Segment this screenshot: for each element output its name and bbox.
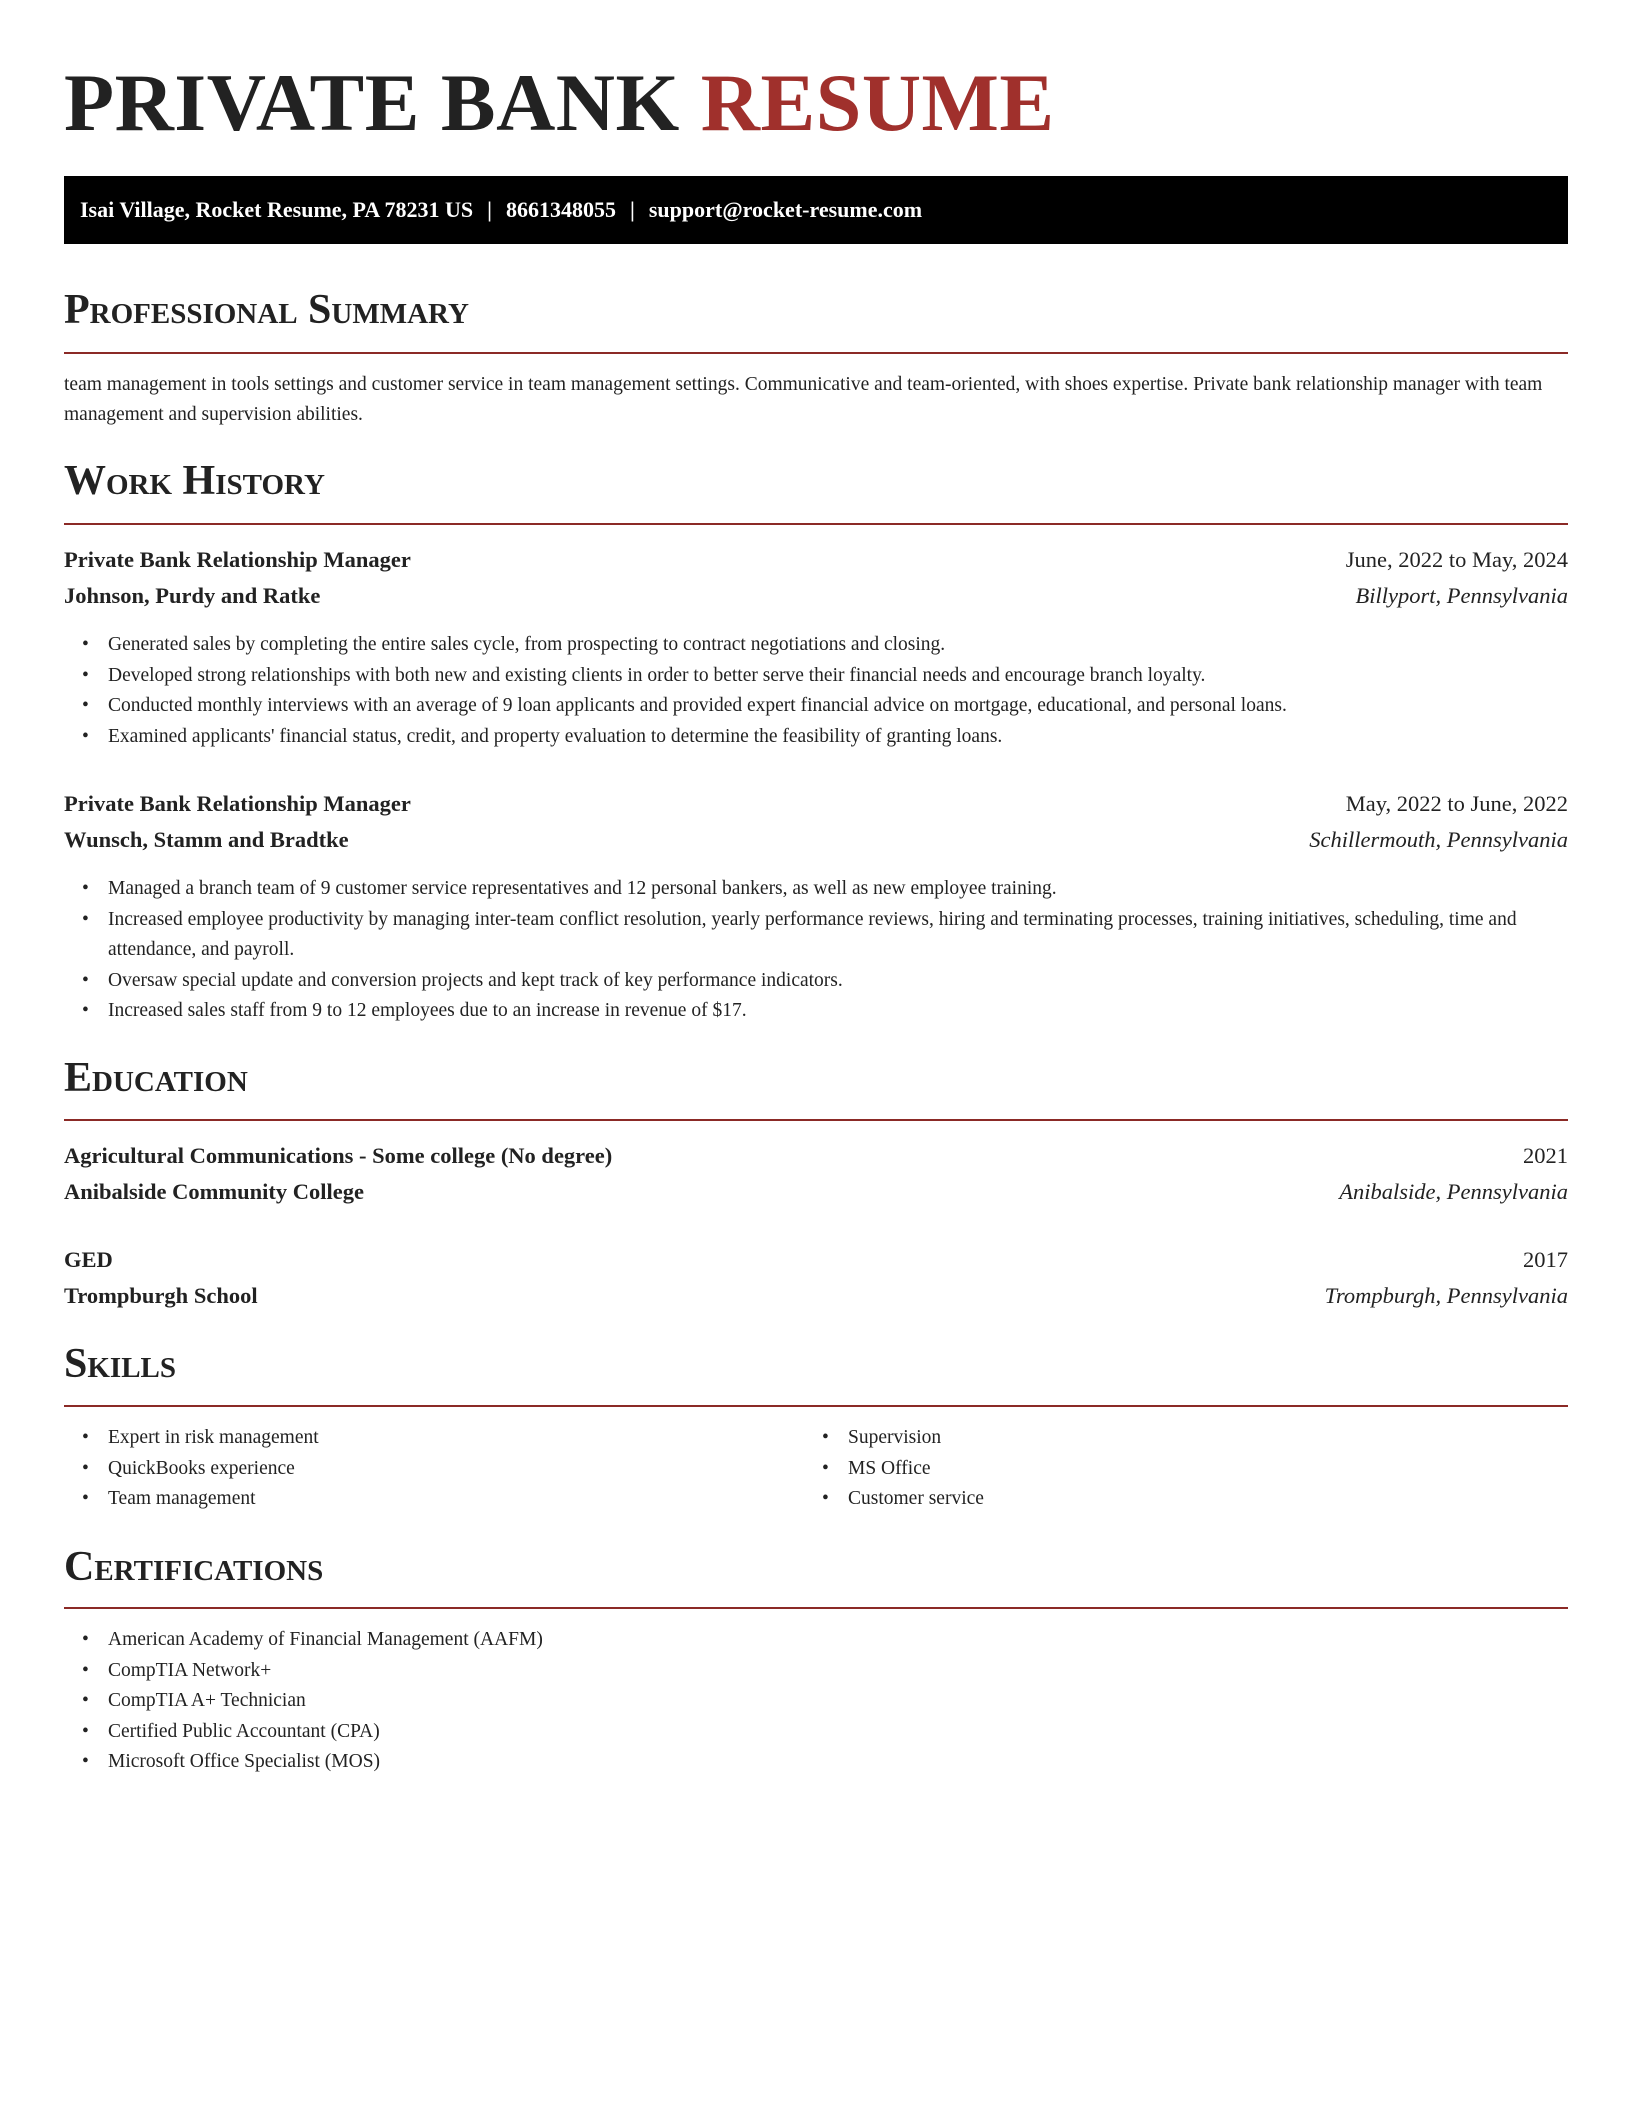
list-item: • MS Office xyxy=(848,1454,1548,1485)
certifications-heading: Certifications xyxy=(64,1544,324,1590)
education-subheader xyxy=(64,1175,1568,1209)
list-item: • CompTIA A+ Technician xyxy=(108,1686,1528,1717)
certifications-divider xyxy=(64,1607,1568,1609)
contact-separator: | xyxy=(487,197,492,222)
education-degree: GED xyxy=(64,1247,113,1272)
list-item: • Expert in risk management xyxy=(108,1423,808,1454)
job-location: Billyport, Pennsylvania xyxy=(1355,583,1568,608)
job-subheader xyxy=(64,579,1568,613)
job-company: Johnson, Purdy and Ratke xyxy=(64,583,321,608)
list-item: • Increased employee productivity by managing inter-team conflict resolution, yearly performance reviews, hiring and terminating processes, training initiatives, scheduling, time and attendance, and payroll. xyxy=(108,905,1528,966)
title-accent: RESUME xyxy=(700,57,1055,148)
education-header xyxy=(64,1139,1568,1173)
list-item: • Microsoft Office Specialist (MOS) xyxy=(108,1747,1528,1778)
list-item: • Conducted monthly interviews with an average of 9 loan applicants and provided expert financial advice on mortgage, educational, and personal loans. xyxy=(108,691,1528,722)
job-dates: June, 2022 to May, 2024 xyxy=(1345,547,1568,572)
list-item: • Examined applicants' financial status, credit, and property evaluation to determine the feasibility of granting loans. xyxy=(108,722,1528,753)
list-item: • Managed a branch team of 9 customer service representatives and 12 personal bankers, as well as new employee training. xyxy=(108,874,1528,905)
contact-separator: | xyxy=(630,197,635,222)
certifications-list xyxy=(108,1625,1528,1778)
job-dates: May, 2022 to June, 2022 xyxy=(1345,791,1568,816)
summary-text: team management in tools settings and customer service in team management settings. Communicative and team-oriented, with shoes expertise. Private bank relationship manager with team management and supervision abilities. xyxy=(64,374,1543,425)
list-item: • CompTIA Network+ xyxy=(108,1656,1528,1687)
list-item: • American Academy of Financial Management (AAFM) xyxy=(108,1625,1528,1656)
education-school: Anibalside Community College xyxy=(64,1179,365,1204)
job-duties-list xyxy=(108,630,1528,752)
education-subheader xyxy=(64,1279,1568,1313)
job-location: Schillermouth, Pennsylvania xyxy=(1309,827,1568,852)
list-item: • Generated sales by completing the entire sales cycle, from prospecting to contract negotiations and closing. xyxy=(108,630,1528,661)
education-location: Trompburgh, Pennsylvania xyxy=(1324,1283,1568,1308)
skills-heading: Skills xyxy=(64,1341,177,1387)
contact-bar xyxy=(64,176,1568,244)
education-header xyxy=(64,1243,1568,1277)
list-item: • Certified Public Accountant (CPA) xyxy=(108,1717,1528,1748)
contact-email: support@rocket-resume.com xyxy=(648,197,923,222)
job-title: Private Bank Relationship Manager xyxy=(64,547,411,572)
work-history-divider xyxy=(64,523,1568,525)
summary-heading: Professional Summary xyxy=(64,287,469,333)
skills-divider xyxy=(64,1405,1568,1407)
education-year: 2021 xyxy=(1523,1143,1568,1168)
education-heading: Education xyxy=(64,1055,248,1101)
job-company: Wunsch, Stamm and Bradtke xyxy=(64,827,349,852)
list-item: • Customer service xyxy=(848,1484,1548,1515)
contact-address: Isai Village, Rocket Resume, PA 78231 US xyxy=(80,197,474,222)
list-item: • Supervision xyxy=(848,1423,1548,1454)
education-location: Anibalside, Pennsylvania xyxy=(1339,1179,1568,1204)
education-school: Trompburgh School xyxy=(64,1283,258,1308)
education-degree: Agricultural Communications - Some college (No degree) xyxy=(64,1143,613,1168)
job-header xyxy=(64,543,1568,577)
contact-phone: 8661348055 xyxy=(506,197,616,222)
skills-list-right xyxy=(848,1423,1548,1515)
summary-divider xyxy=(64,352,1568,354)
job-subheader xyxy=(64,823,1568,857)
work-history-heading: Work History xyxy=(64,458,325,504)
education-divider xyxy=(64,1119,1568,1121)
job-title: Private Bank Relationship Manager xyxy=(64,791,411,816)
list-item: • Oversaw special update and conversion projects and kept track of key performance indicators. xyxy=(108,966,1528,997)
education-year: 2017 xyxy=(1523,1247,1568,1272)
job-header xyxy=(64,787,1568,821)
list-item: • Increased sales staff from 9 to 12 employees due to an increase in revenue of $17. xyxy=(108,996,1528,1027)
list-item: • Team management xyxy=(108,1484,808,1515)
title-main: PRIVATE BANK xyxy=(64,57,680,148)
resume-title xyxy=(64,58,1055,148)
job-duties-list xyxy=(108,874,1528,1027)
list-item: • QuickBooks experience xyxy=(108,1454,808,1485)
skills-list-left xyxy=(108,1423,808,1515)
list-item: • Developed strong relationships with both new and existing clients in order to better serve their financial needs and encourage branch loyalty. xyxy=(108,661,1528,692)
